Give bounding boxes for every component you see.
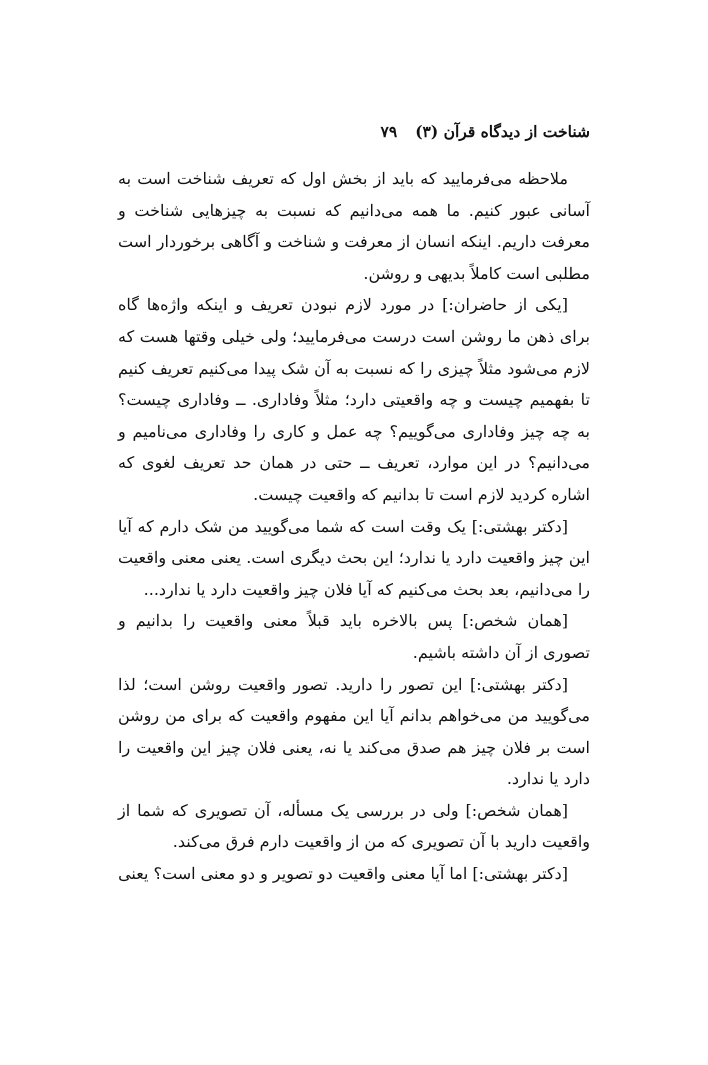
running-header [118,118,590,144]
page-number: ۷۹ [380,121,398,141]
chapter-title: شناخت از دیدگاه قرآن (۳) [415,121,590,141]
paragraph: [همان شخص:] ولی در بررسی یک مسأله، آن تصویری که شما از واقعیت دارید با آن تصویری که من از واقعیت دارم فرق می‌کند. [118,800,590,852]
paragraph: ملاحظه می‌فرمایید که باید از بخش اول که تعریف شناخت است به آسانی عبور کنیم. ما همه می‌دانیم که نسبت به چیزهایی شناخت و معرفت داریم. اینکه انسان از معرفت و شناخت و آگاهی برخوردار است مطلبی است کاملاً بدیهی و روشن. [118,169,591,283]
body-text [118,163,590,890]
paragraph: [یکی از حاضران:] در مورد لازم نبودن تعریف و اینکه واژه‌ها گاه برای ذهن ما روشن است درست می‌فرمایید؛ ولی خیلی وقتها هست که لازم می‌شود مثلاً چیزی را که نسبت به آن شک پیدا می‌کنیم تعریف کنیم تا بفهمیم چیست و چه واقعیتی دارد؛ مثلاً وفاداری. ــ وفاداری چیست؟ به چه چیز وفاداری می‌گوییم؟ چه عمل و کاری را وفاداری می‌نامیم و می‌دانیم؟ در این موارد، تعریف ــ حتی در همان حد تعریف لغوی که اشاره کردید لازم است تا بدانیم که واقعیت چیست. [118,295,591,504]
paragraph: [همان شخص:] پس بالاخره باید قبلاً معنی واقعیت را بدانیم و تصوری از آن داشته باشیم. [118,611,590,662]
paragraph: [دکتر بهشتی:] اما آیا معنی واقعیت دو تصویر و دو معنی است؟ یعنی [118,864,568,884]
paragraph: [دکتر بهشتی:] یک وقت است که شما می‌گویید من شک دارم که آیا این چیز واقعیت دارد یا ندارد؛ این بحث دیگری است. یعنی معنی واقعیت را می‌دانیم، بعد بحث می‌کنیم که آیا فلان چیز واقعیت دارد یا ندارد... [118,516,590,599]
paragraph: [دکتر بهشتی:] این تصور را دارید. تصور واقعیت روشن است؛ لذا می‌گویید من می‌خواهم بدانم آیا این مفهوم واقعیت که برای من روشن است بر فلان چیز هم صدق می‌کند یا نه، یعنی فلان چیز این واقعیت را دارد یا ندارد. [118,674,590,789]
